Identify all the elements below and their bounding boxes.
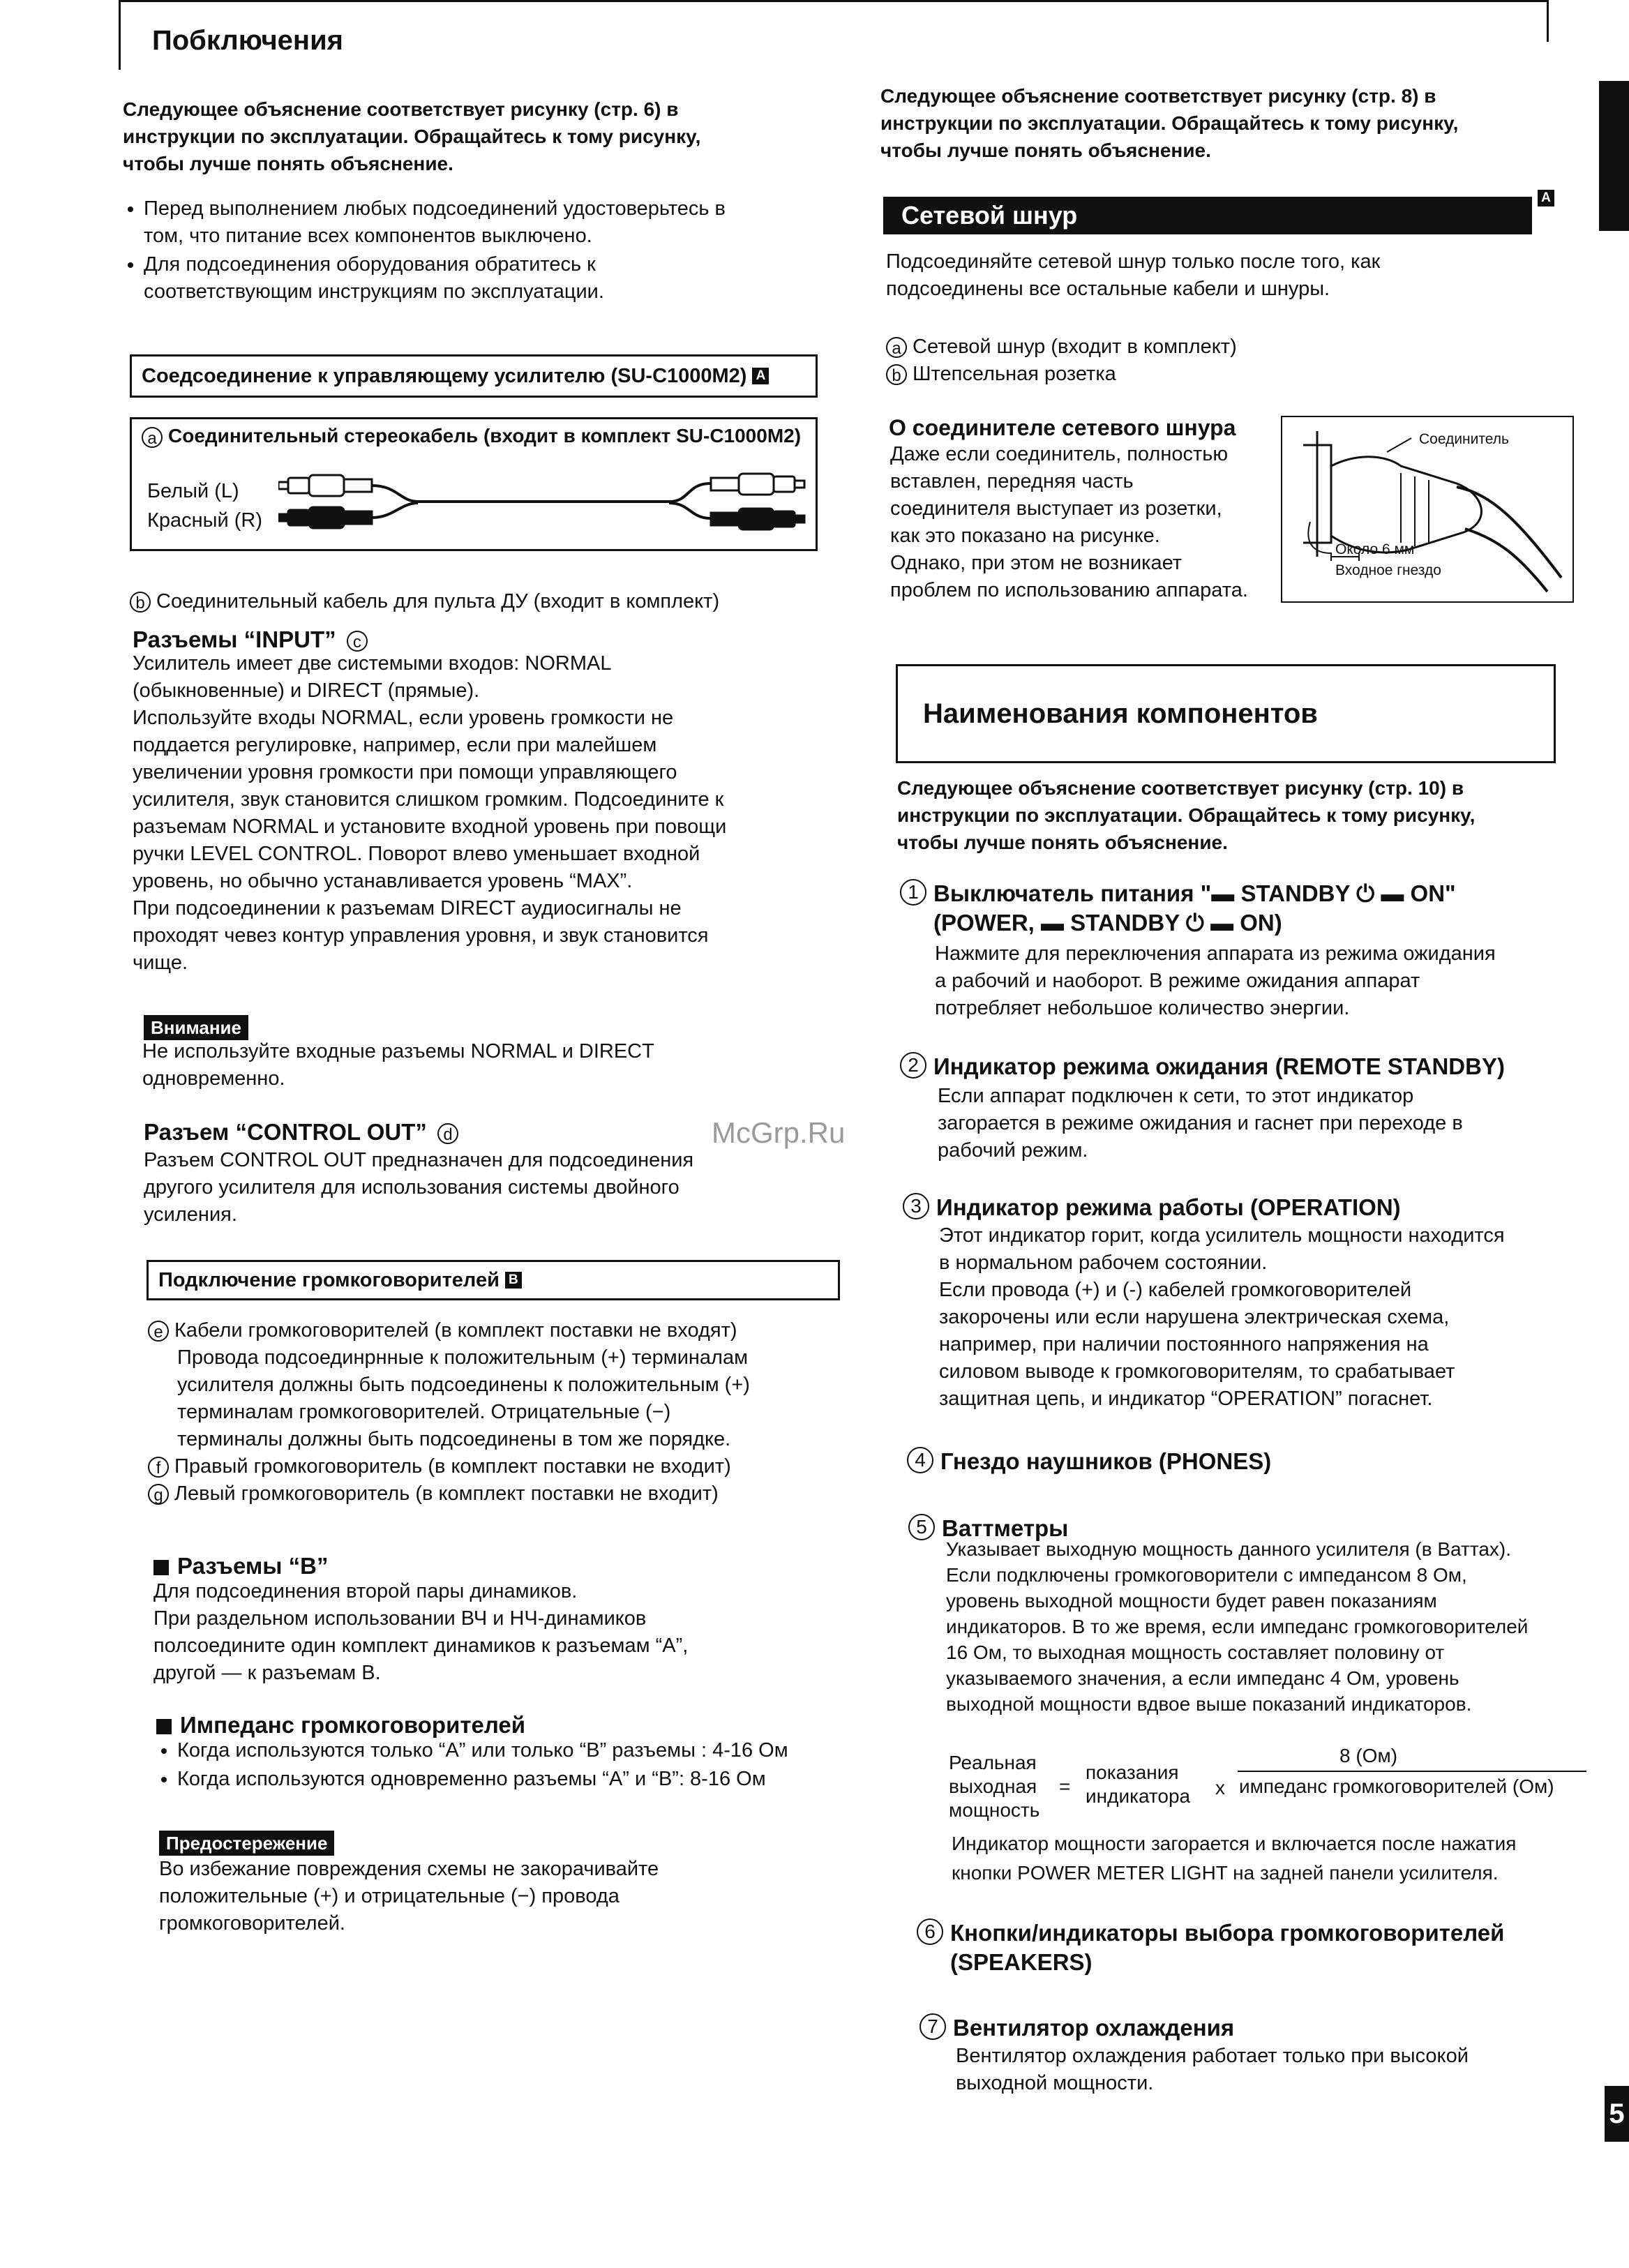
letter-marker: d: [437, 1123, 458, 1144]
power-cord-items: [886, 333, 1237, 388]
letter-marker: b: [130, 592, 151, 613]
control-out-text: Разъем CONTROL OUT предназначен для подсоединения другого усилителя для использования системы двойного усиления.: [144, 1149, 694, 1226]
right-plug-white: [711, 474, 804, 495]
header-rule-right: [1547, 0, 1549, 42]
rca-cable-drawing: [278, 463, 809, 546]
power-cord-bar: [883, 197, 1532, 234]
power-cord-item-text: Штепсельная розетка: [913, 363, 1116, 385]
letter-marker: b: [886, 364, 907, 385]
attention-label: Внимание: [144, 1015, 248, 1040]
attention-tag: [144, 1015, 248, 1040]
left-intro: Следующее объяснение соответствует рисунку (стр. 6) в инструкции по эксплуатации. Обращайтесь к тому рисунку, чтобы лучше понять объяснение.: [123, 98, 701, 174]
component-2-text: Если аппарат подключен к сети, то этот индикатор загорается в режиме ожидания и гаснет при переходе в рабочий режим.: [938, 1085, 1463, 1162]
speaker-item-text: Кабели громкоговорителей (в комплект поставки не входят): [174, 1319, 737, 1342]
b-jacks-text: Для подсоединения второй пары динамиков. При раздельном использовании ВЧ и НЧ-динамиков полсоедините один комплект динамиков к разъемам “A”, другой — к разъемам B.: [153, 1580, 689, 1684]
impedance-title: Импеданс громкоговорителей: [180, 1712, 526, 1738]
caution-tag: [159, 1831, 334, 1856]
component-5-text: Указывает выходную мощность данного усилителя (в Ваттах). Если подключены громкоговорители с импедансом 8 Ом, уровень выходной мощности будет равен показаниям индикаторов. В то же время, если импеданс громкоговорителей 16 Ом, то выходная мощность составляет половину от указываемого значения, а если импеданс 4 Ом, уровень выходной мощности вдвое выше показаний индикаторов.: [946, 1538, 1529, 1715]
cable-label: Соединительный стереокабель (входит в комплект SU-C1000M2): [168, 425, 802, 446]
letter-marker: c: [347, 631, 368, 652]
list-item: [148, 1317, 853, 1344]
component-1-text: Нажмите для переключения аппарата из режима ожидания а рабочий и наоборот. В режиме ожидания аппарат потребляет небольшое количество энергии.: [935, 943, 1496, 1019]
bullet-item: • Когда используются только “A” или только “B” разъемы : 4-16 Ом: [177, 1737, 861, 1764]
speaker-item-text: Левый громкоговоритель (в комплект поставки не входит): [174, 1482, 719, 1505]
b-jacks-heading: [153, 1552, 328, 1581]
power-meter-note: Индикатор мощности загорается и включается после нажатия кнопки POWER METER LIGHT на задней панели усилителя.: [952, 1833, 1517, 1884]
section-box-speakers: [147, 1260, 840, 1300]
cable-figure-caption: [142, 425, 801, 448]
input-text: Усилитель имеет две системыми входов: NORMAL (обыкновенные) и DIRECT (прямые). Используйте входы NORMAL, если уровень громкости не поддается регулировке, например, если при малейшем увеличении уровня громкости при помощи управляющего усилителя, звук становится слишком громким. Подсоедините к разъемам NORMAL и установите входной уровень при повощи ручки LEVEL CONTROL. Поворот влево уменьшает входной уровень, но обычно устанавливается уровень “MAX”. При подсоединении к разъемам DIRECT аудиосигналы не проходят чевез контур управления уровня, и звук становится чище.: [133, 652, 727, 974]
letter-marker: f: [148, 1457, 169, 1478]
impedance-list: [156, 1737, 861, 1794]
left-plug-white: [278, 475, 372, 496]
component-title: Ваттметры: [942, 1515, 1069, 1541]
item-remote-cable: [130, 561, 719, 615]
components-title-box: [896, 664, 1556, 763]
control-out-title: Разъем “CONTROL OUT”: [144, 1119, 427, 1145]
attention-text: Не используйте входные разъемы NORMAL и DIRECT одновременно.: [142, 1040, 654, 1090]
speaker-item-sub: Провода подсоединрнные к положительным (+) терминалам усилителя должны быть подсоединены к положительным (+) терминалам громкоговорителей. Отрицательные (−) терминалы должны быть подсоединены в том же порядке.: [177, 1346, 750, 1450]
letter-marker: g: [148, 1484, 169, 1505]
component-6-heading: [917, 1918, 1586, 1977]
list-item: [886, 333, 1237, 361]
square-bullet: [156, 1719, 172, 1734]
control-out-heading: [144, 1118, 464, 1147]
bullet-item: • Перед выполнением любых подсоединений удостоверьтесь в том, что питание всех компонентов выключено.: [144, 195, 834, 250]
left-plug-red: [278, 507, 372, 528]
right-plug-red: [711, 509, 804, 530]
component-title: Гнездо наушников (PHONES): [940, 1448, 1272, 1474]
cable-white-label: Белый (L): [147, 480, 239, 502]
power-formula: [949, 1744, 1598, 1835]
component-title: Выключатель питания "▬ STANDBY ⏻ ▬ ON" (POWER, ▬ STANDBY ⏻ ▬ ON): [933, 880, 1456, 936]
component-title: Кнопки/индикаторы выбора громкоговорителей (SPEAKERS): [950, 1920, 1505, 1975]
formula-numerator: 8 (Ом): [1339, 1745, 1398, 1766]
bullet-item: • Для подсоединения оборудования обратитесь к соответствующим инструкциям по эксплуатации.: [144, 251, 834, 306]
cable-figure: [130, 417, 818, 551]
letter-marker: a: [142, 427, 163, 448]
formula-times: x: [1215, 1777, 1225, 1798]
page-title: Побключения: [152, 25, 344, 56]
formula-denominator: импеданс громкоговорителей (Ом): [1239, 1775, 1554, 1797]
header-rule-top: [119, 0, 1549, 2]
formula-lhs: Реальная выходная мощность: [949, 1752, 1040, 1821]
number-marker: 3: [903, 1193, 929, 1219]
figure-badge: [1538, 190, 1554, 206]
figure-badge-letter: A: [1538, 190, 1554, 206]
fig-label-gap: Около 6 мм: [1335, 541, 1415, 557]
cable-red-label: Красный (R): [147, 509, 263, 532]
header-rule-left: [119, 0, 121, 70]
number-marker: 1: [900, 879, 926, 906]
impedance-heading: [156, 1711, 525, 1740]
page-number: 5: [1609, 2098, 1625, 2129]
page-number-tab: [1605, 2086, 1629, 2142]
power-cord-item-text: Сетевой шнур (входит в комплект): [913, 336, 1237, 358]
connector-heading: О соединителе сетевого шнура: [889, 415, 1236, 440]
number-marker: 4: [907, 1447, 933, 1473]
caution-text: Во избежание повреждения схемы не закорачивайте положительные (+) и отрицательные (−) провода громкоговорителей.: [159, 1858, 659, 1935]
component-3-text: Этот индикатор горит, когда усилитель мощности находится в нормальном рабочем состоянии. Если провода (+) и (-) кабелей громкоговорителей закорочены или если нарушена электрическая схема, например, при наличии постоянного напряжения на силовом выводе к громкоговорителям, то срабатывает защитная цепь, и индикатор “OPERATION” погаснет.: [939, 1224, 1505, 1410]
fig-label-connector: Соединитель: [1419, 431, 1509, 447]
b-jacks-title: Разъемы “B”: [177, 1553, 329, 1579]
component-2-heading: [900, 1052, 1584, 1081]
components-intro: Следующее объяснение соответствует рисунку (стр. 10) в инструкции по эксплуатации. Обращайтесь к тому рисунку, чтобы лучше понять объяснение.: [897, 777, 1476, 853]
figure-badge: A: [752, 368, 769, 384]
section-box-title: Подключение громкоговорителей: [158, 1268, 500, 1291]
component-7-heading: [919, 2013, 1589, 2043]
component-1-heading: [900, 879, 1570, 938]
remote-cable-text: Соединительный кабель для пульта ДУ (входит в комплект): [156, 590, 720, 613]
letter-marker: a: [886, 337, 907, 358]
input-title: Разъемы “INPUT”: [133, 626, 336, 652]
letter-marker: e: [148, 1321, 169, 1342]
number-marker: 7: [919, 2013, 946, 2040]
component-title: Индикатор режима работы (OPERATION): [936, 1194, 1401, 1220]
formula-mid: показания индикатора: [1086, 1762, 1191, 1807]
list-item: [886, 361, 1237, 388]
language-tab: [1599, 81, 1629, 231]
caution-label: Предостережение: [159, 1831, 334, 1856]
watermark: McGrp.Ru: [712, 1116, 846, 1149]
list-item: [148, 1480, 853, 1508]
left-bullets: [123, 195, 834, 307]
fig-label-socket: Входное гнездо: [1335, 562, 1441, 578]
power-cord-text: Подсоединяйте сетевой шнур только после того, как подсоединены все остальные кабели и шнуры.: [886, 250, 1381, 300]
right-intro: Следующее объяснение соответствует рисунку (стр. 8) в инструкции по эксплуатации. Обращайтесь к тому рисунку, чтобы лучше понять объяснение.: [880, 85, 1459, 161]
speaker-item-text: Правый громкоговоритель (в комплект поставки не входит): [174, 1455, 731, 1478]
list-item: [148, 1453, 853, 1480]
bullet-item: • Когда используются одновременно разъемы “A” и “B”: 8-16 Ом: [177, 1766, 861, 1793]
component-title: Вентилятор охлаждения: [953, 2015, 1235, 2041]
formula-equals: =: [1059, 1775, 1071, 1797]
component-7-text: Вентилятор охлаждения работает только при высокой выходной мощности.: [956, 2045, 1469, 2094]
square-bullet: [153, 1560, 169, 1575]
connector-figure: [1281, 416, 1574, 603]
components-title: Наименования компонентов: [923, 698, 1318, 729]
power-cord-title: Сетевой шнур: [901, 201, 1078, 230]
number-marker: 6: [917, 1918, 943, 1945]
number-marker: 2: [900, 1052, 926, 1079]
section-box-title: Соедсоединение к управляющему усилителю (SU-C1000M2): [142, 364, 747, 387]
component-title: Индикатор режима ожидания (REMOTE STANDBY): [933, 1053, 1505, 1079]
section-box-control-amp: [130, 354, 818, 398]
speaker-list: [148, 1317, 853, 1508]
number-marker: 5: [908, 1514, 935, 1540]
component-4-heading: [907, 1447, 1577, 1476]
formula-fraction-line: [1238, 1771, 1586, 1772]
connector-text: Даже если соединитель, полностью вставлен, передняя часть соединителя выступает из розетки, как это показано на рисунке. Однако, при этом не возникает проблем по использованию аппарата.: [890, 443, 1248, 601]
figure-badge: B: [505, 1272, 522, 1289]
component-3-heading: [903, 1193, 1572, 1222]
